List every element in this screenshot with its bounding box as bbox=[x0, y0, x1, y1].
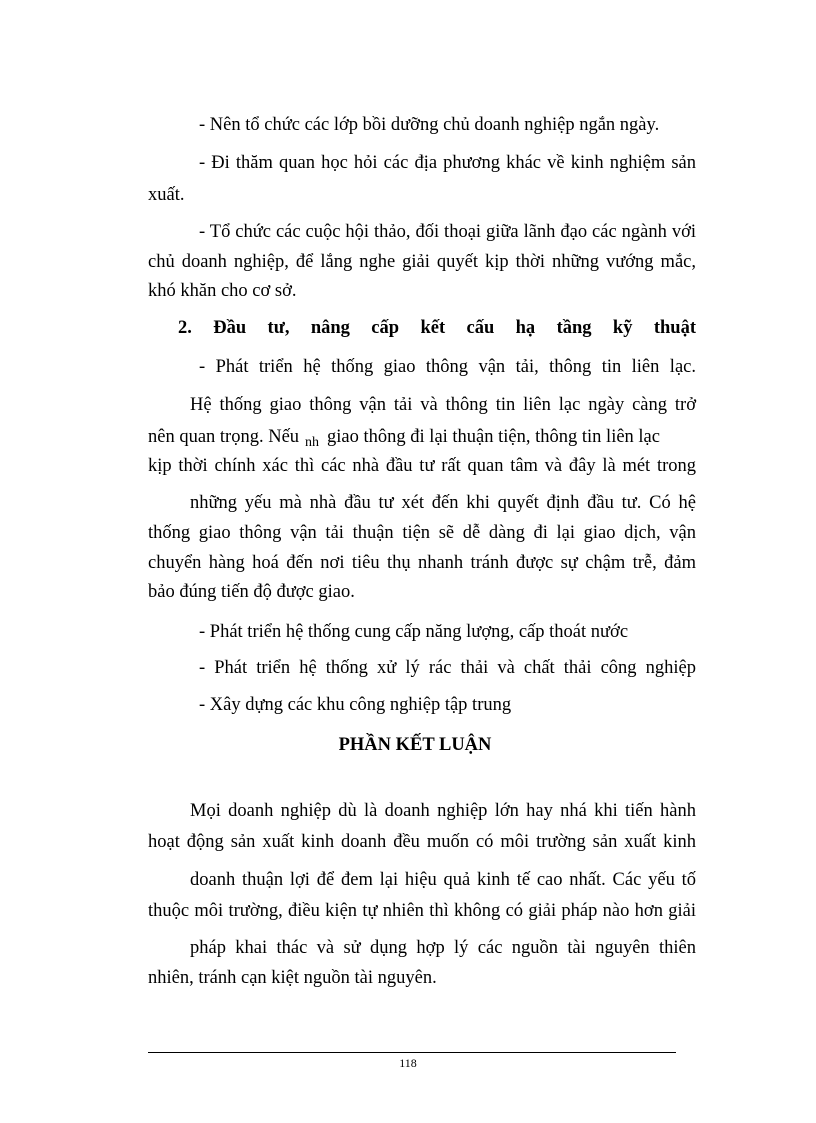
line-8: Hệ thống giao thông vận tải và thông tin liên lạc ngày càng trở bbox=[190, 395, 696, 415]
line-22: pháp khai thác và sử dụng hợp lý các nguồn tài nguyên thiên bbox=[190, 938, 696, 958]
line-23: nhiên, tránh cạn kiệt nguồn tài nguyên. bbox=[148, 968, 437, 988]
line-9 bbox=[148, 425, 696, 451]
line-21: thuộc môi trường, điều kiện tự nhiên thì không có giải pháp nào hơn giải bbox=[148, 901, 696, 921]
line-9-end: giao thông đi lại thuận tiện, thông tin liên lạc bbox=[327, 427, 660, 447]
line-5: chủ doanh nghiệp, để lắng nghe giải quyết kịp thời những vướng mắc, bbox=[148, 252, 696, 272]
line-6: khó khăn cho cơ sở. bbox=[148, 281, 297, 301]
inline-note: nh bbox=[305, 435, 320, 450]
page-number: 118 bbox=[399, 1056, 417, 1070]
line-18: Mọi doanh nghiệp dù là doanh nghiệp lớn hay nhá khi tiến hành bbox=[190, 801, 696, 821]
line-4: - Tổ chức các cuộc hội thảo, đối thoại giữa lãnh đạo các ngành với bbox=[199, 222, 696, 242]
footer-rule bbox=[148, 1052, 676, 1053]
line-2: - Đi thăm quan học hỏi các địa phương khác về kinh nghiệm sản bbox=[199, 153, 696, 173]
line-7: - Phát triển hệ thống giao thông vận tải, thông tin liên lạc. bbox=[199, 357, 696, 377]
line-3: xuất. bbox=[148, 185, 185, 205]
line-17: - Xây dựng các khu công nghiệp tập trung bbox=[199, 695, 512, 715]
line-11: những yếu mà nhà đầu tư xét đến khi quyết định đầu tư. Có hệ bbox=[190, 493, 696, 513]
line-13: chuyển hàng hoá đến nơi tiêu thụ nhanh tránh được sự chậm trễ, đảm bbox=[148, 553, 696, 573]
line-10: kịp thời chính xác thì các nhà đầu tư rất quan tâm và đây là mét trong bbox=[148, 456, 696, 476]
line-20: doanh thuận lợi để đem lại hiệu quả kinh tế cao nhất. Các yếu tố bbox=[190, 870, 696, 890]
section-heading-2: 2. Đầu tư, nâng cấp kết cấu hạ tầng kỹ thuật bbox=[178, 318, 696, 338]
line-9-start: nên quan trọng. Nếu bbox=[148, 427, 300, 447]
line-15: - Phát triển hệ thống cung cấp năng lượng, cấp thoát nước bbox=[199, 622, 629, 642]
conclusion-heading: PHẦN KẾT LUẬN bbox=[338, 735, 492, 755]
line-16: - Phát triển hệ thống xử lý rác thải và chất thải công nghiệp bbox=[199, 658, 696, 678]
line-19: hoạt động sản xuất kinh doanh đều muốn có môi trường sản xuất kinh bbox=[148, 832, 696, 852]
line-14: bảo đúng tiến độ được giao. bbox=[148, 582, 355, 602]
line-1: - Nên tổ chức các lớp bồi dưỡng chủ doanh nghiệp ngắn ngày. bbox=[199, 115, 660, 135]
line-12: thống giao thông vận tải thuận tiện sẽ dễ dàng đi lại giao dịch, vận bbox=[148, 523, 696, 543]
